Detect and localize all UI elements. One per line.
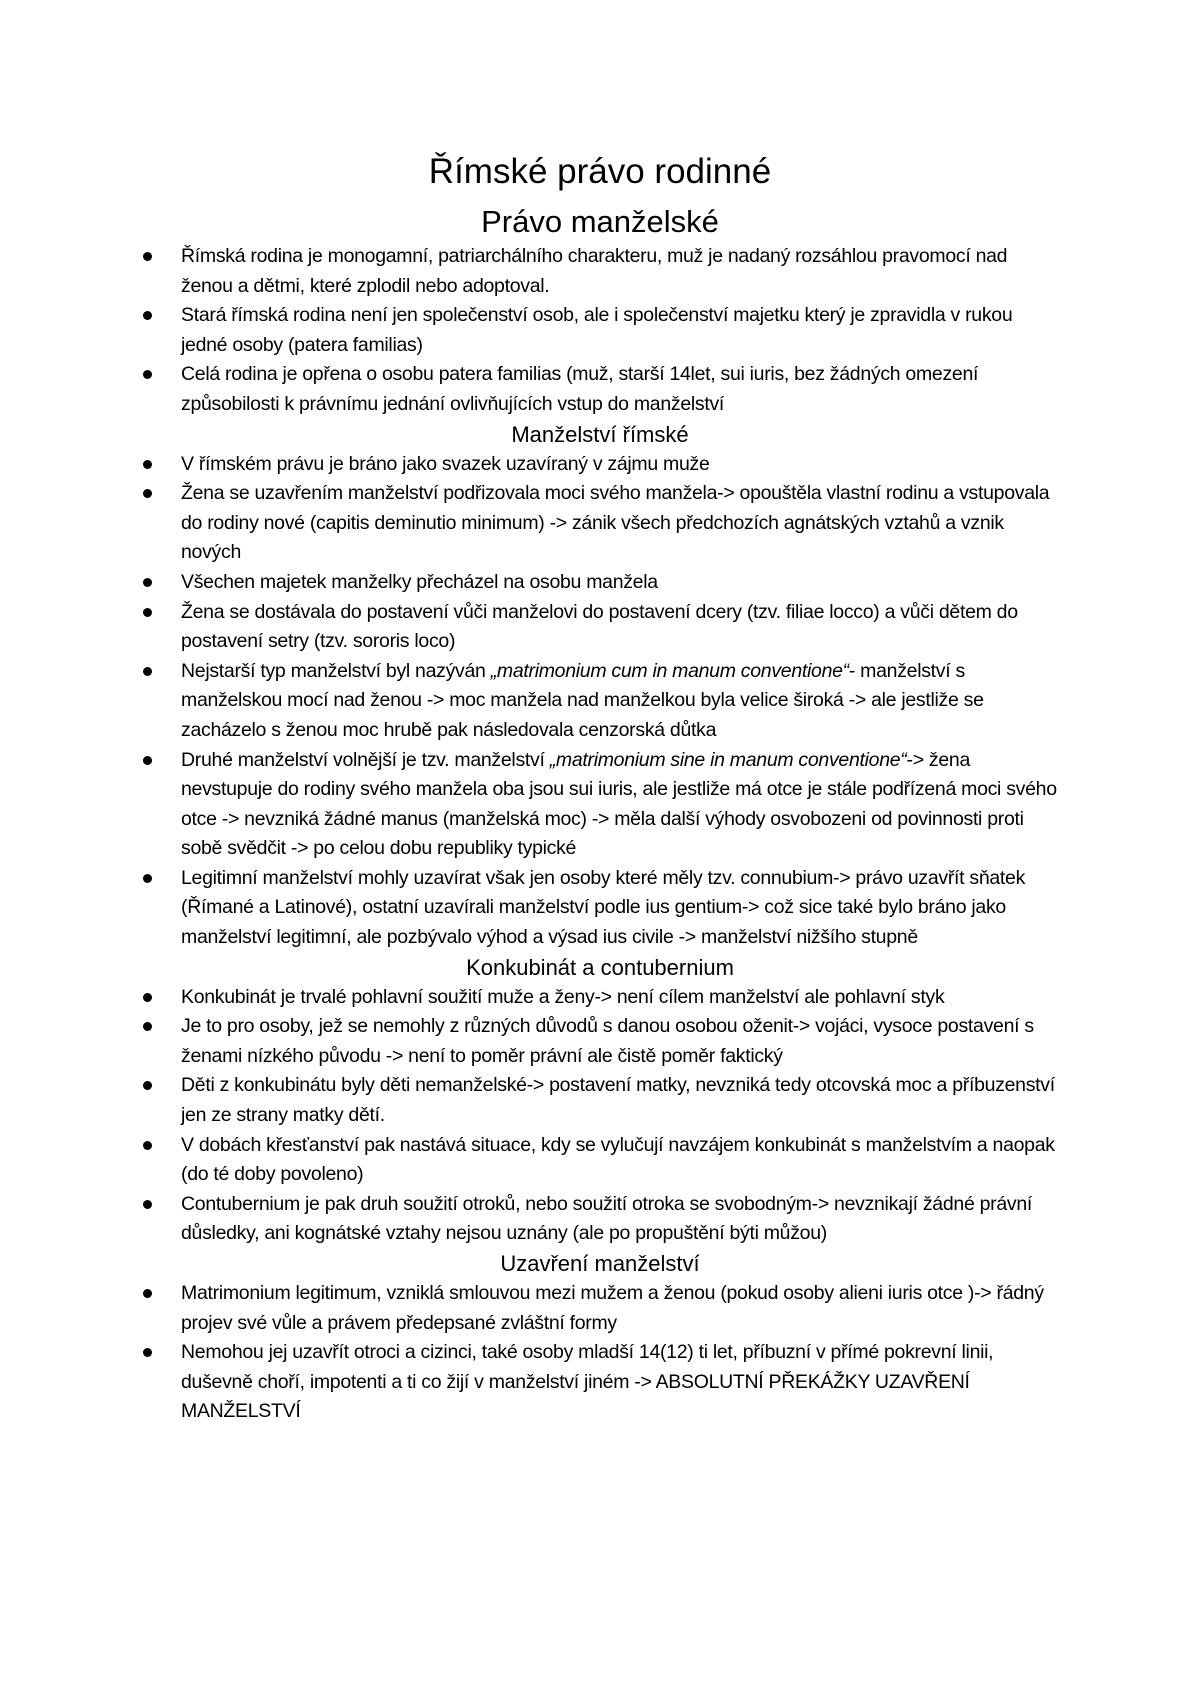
- bullet-icon: [143, 252, 152, 261]
- bullet-icon: [143, 1348, 152, 1357]
- list-item: V římském právu je bráno jako svazek uzavíraný v zájmu muže: [0, 450, 1061, 480]
- section-heading-pravo-manzelske: Právo manželské: [481, 204, 719, 239]
- list-item: Nemohou jej uzavřít otroci a cizinci, také osoby mladší 14(12) ti let, příbuzní v přímé pokrevní linii, duševně choří, impotenti a ti co žijí v manželství jiném -> ABSOLUTNÍ PŘEKÁŽKY UZAVŘENÍ MANŽELSTVÍ: [0, 1338, 1061, 1427]
- list-item: Děti z konkubinátu byly děti nemanželské-> postavení matky, nevzniká tedy otcovská moc a příbuzenství jen ze strany matky dětí.: [0, 1071, 1061, 1130]
- bullet-list-konkubinat: [0, 983, 1200, 1249]
- bullet-icon: [143, 489, 152, 498]
- bullet-icon: [143, 667, 152, 676]
- bullet-icon: [143, 874, 152, 883]
- list-item: Contubernium je pak druh soužití otroků, nebo soužití otroka se svobodným-> nevznikají žádné právní důsledky, ani kognátské vztahy nejsou uznány (ale po propuštění býti můžou): [0, 1190, 1061, 1249]
- bullet-icon: [143, 370, 152, 379]
- list-item: Stará římská rodina není jen společenství osob, ale i společenství majetku který je zpravidla v rukou jedné osoby (patera familias): [0, 301, 1061, 360]
- latin-term: „matrimonium sine in manum conventione“: [549, 748, 907, 771]
- bullet-icon: [143, 1200, 152, 1209]
- section-heading-uzavreni-manzelstvi: Uzavření manželství: [500, 1251, 700, 1276]
- section-heading-konkubinat: Konkubinát a contubernium: [466, 954, 734, 980]
- list-item: Všechen majetek manželky přecházel na osobu manžela: [0, 568, 1061, 598]
- bullet-icon: [143, 460, 152, 469]
- section-heading-manzelstvi-rimske: Manželství římské: [511, 421, 689, 447]
- list-item: Římská rodina je monogamní, patriarchálního charakteru, muž je nadaný rozsáhlou pravomocí nad ženou a dětmi, které zplodil nebo adoptoval.: [0, 242, 1061, 301]
- list-item: Je to pro osoby, jež se nemohly z různých důvodů s danou osobou oženit-> vojáci, vysoce postavení s ženami nízkého původu -> není to poměr právní ale čistě poměr faktický: [0, 1012, 1061, 1071]
- bullet-icon: [143, 1081, 152, 1090]
- document-content: [0, 202, 1200, 1427]
- bullet-list-pravo-manzelske: [0, 242, 1200, 420]
- list-item: Druhé manželství volnější je tzv. manželství „matrimonium sine in manum conventione“-> žena nevstupuje do rodiny svého manžela oba jsou sui iuris, ale jestliže má otce je stále podřízená moci svého otce -> nevzniká žádné manus (manželská moc) -> měla další výhody osvobozeni od povinnosti proti sobě svědčit -> po celou dobu republiky typické: [0, 746, 1061, 864]
- document-title: Římské právo rodinné: [428, 152, 772, 191]
- list-item: Matrimonium legitimum, vzniklá smlouvou mezi mužem a ženou (pokud osoby alieni iuris otce )-> řádný projev své vůle a právem předepsané zvláštní formy: [0, 1279, 1061, 1338]
- bullet-icon: [143, 311, 152, 320]
- bullet-list-uzavreni-manzelstvi: [0, 1279, 1200, 1427]
- list-item: Žena se dostávala do postavení vůči manželovi do postavení dcery (tzv. filiae locco) a vůči dětem do postavení setry (tzv. sororis loco): [0, 598, 1061, 657]
- bullet-icon: [143, 1022, 152, 1031]
- list-item: Žena se uzavřením manželství podřizovala moci svého manžela-> opouštěla vlastní rodinu a vstupovala do rodiny nové (capitis deminutio minimum) -> zánik všech předchozích agnátských vztahů a vznik nových: [0, 479, 1061, 568]
- list-item: V dobách křesťanství pak nastává situace, kdy se vylučují navzájem konkubinát s manželstvím a naopak (do té doby povoleno): [0, 1131, 1061, 1190]
- bullet-icon: [143, 608, 152, 617]
- bullet-icon: [143, 1141, 152, 1150]
- bullet-list-manzelstvi-rimske: [0, 450, 1200, 953]
- latin-term: „matrimonium cum in manum conventione“: [490, 659, 849, 682]
- list-item: Nejstarší typ manželství byl nazýván „matrimonium cum in manum conventione“- manželství s manželskou mocí nad ženou -> moc manžela nad manželkou byla velice široká -> ale jestliže se zacházelo s ženou moc hrubě pak následovala cenzorská důtka: [0, 657, 1061, 746]
- bullet-icon: [143, 578, 152, 587]
- list-item: Konkubinát je trvalé pohlavní soužití muže a ženy-> není cílem manželství ale pohlavní styk: [0, 983, 1061, 1013]
- bullet-icon: [143, 756, 152, 765]
- bullet-icon: [143, 993, 152, 1002]
- list-item: Celá rodina je opřena o osobu patera familias (muž, starší 14let, sui iuris, bez žádných omezení způsobilosti k právnímu jednání ovlivňujících vstup do manželství: [0, 360, 1061, 419]
- list-item: Legitimní manželství mohly uzavírat však jen osoby které měly tzv. connubium-> právo uzavřít sňatek (Římané a Latinové), ostatní uzavírali manželství podle ius gentium-> což sice také bylo bráno jako manželství legitimní, ale pozbývalo výhod a výsad ius civile -> manželství nižšího stupně: [0, 864, 1061, 953]
- bullet-icon: [143, 1289, 152, 1298]
